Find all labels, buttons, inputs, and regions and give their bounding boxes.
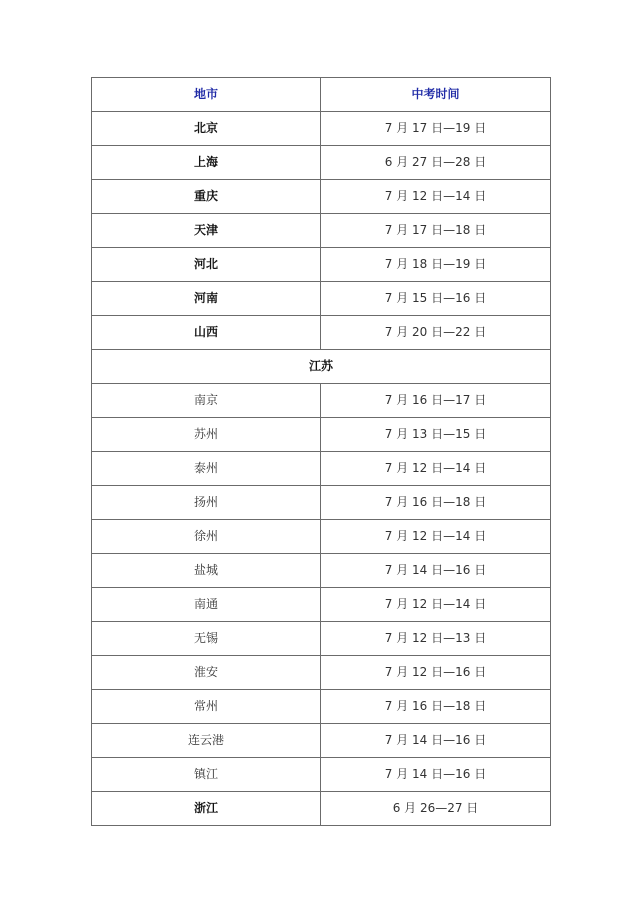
city-cell: 徐州 <box>92 520 321 554</box>
table-row <box>92 758 551 792</box>
date-cell: 7 月 16 日—18 日 <box>321 690 551 724</box>
table-row <box>92 554 551 588</box>
city-cell: 苏州 <box>92 418 321 452</box>
city-cell: 扬州 <box>92 486 321 520</box>
date-cell: 7 月 20 日—22 日 <box>321 316 551 350</box>
date-cell: 7 月 12 日—14 日 <box>321 520 551 554</box>
city-cell: 常州 <box>92 690 321 724</box>
date-cell: 7 月 18 日—19 日 <box>321 248 551 282</box>
table-row <box>92 384 551 418</box>
date-cell: 7 月 14 日—16 日 <box>321 758 551 792</box>
date-cell: 7 月 17 日—18 日 <box>321 214 551 248</box>
table-row <box>92 146 551 180</box>
city-cell: 淮安 <box>92 656 321 690</box>
date-cell: 7 月 16 日—18 日 <box>321 486 551 520</box>
city-cell: 盐城 <box>92 554 321 588</box>
table-row <box>92 316 551 350</box>
table-row <box>92 656 551 690</box>
table-row <box>92 486 551 520</box>
table-row <box>92 622 551 656</box>
province-title: 江苏 <box>92 350 551 384</box>
city-cell: 河北 <box>92 248 321 282</box>
date-cell: 7 月 16 日—17 日 <box>321 384 551 418</box>
header-city: 地市 <box>92 78 321 112</box>
table-row <box>92 520 551 554</box>
table-row <box>92 588 551 622</box>
table-row <box>92 112 551 146</box>
date-cell: 6 月 27 日—28 日 <box>321 146 551 180</box>
city-cell: 河南 <box>92 282 321 316</box>
date-cell: 7 月 12 日—14 日 <box>321 588 551 622</box>
header-exam-date: 中考时间 <box>321 78 551 112</box>
date-cell: 7 月 17 日—19 日 <box>321 112 551 146</box>
table-row <box>92 418 551 452</box>
table-row <box>92 792 551 826</box>
city-cell: 无锡 <box>92 622 321 656</box>
table-header-row <box>92 78 551 112</box>
exam-schedule-table <box>91 77 551 826</box>
date-cell: 7 月 12 日—14 日 <box>321 180 551 214</box>
date-cell: 7 月 12 日—14 日 <box>321 452 551 486</box>
date-cell: 7 月 13 日—15 日 <box>321 418 551 452</box>
table-row <box>92 724 551 758</box>
table-row <box>92 180 551 214</box>
city-cell: 泰州 <box>92 452 321 486</box>
city-cell: 南京 <box>92 384 321 418</box>
table-row <box>92 248 551 282</box>
date-cell: 7 月 14 日—16 日 <box>321 724 551 758</box>
city-cell: 连云港 <box>92 724 321 758</box>
table-row <box>92 214 551 248</box>
table-row <box>92 452 551 486</box>
date-cell: 7 月 12 日—13 日 <box>321 622 551 656</box>
date-cell: 7 月 14 日—16 日 <box>321 554 551 588</box>
city-cell: 山西 <box>92 316 321 350</box>
city-cell: 北京 <box>92 112 321 146</box>
date-cell: 6 月 26—27 日 <box>321 792 551 826</box>
city-cell: 浙江 <box>92 792 321 826</box>
table-row <box>92 690 551 724</box>
city-cell: 天津 <box>92 214 321 248</box>
city-cell: 重庆 <box>92 180 321 214</box>
city-cell: 上海 <box>92 146 321 180</box>
date-cell: 7 月 15 日—16 日 <box>321 282 551 316</box>
city-cell: 南通 <box>92 588 321 622</box>
province-section-row <box>92 350 551 384</box>
city-cell: 镇江 <box>92 758 321 792</box>
date-cell: 7 月 12 日—16 日 <box>321 656 551 690</box>
table-row <box>92 282 551 316</box>
